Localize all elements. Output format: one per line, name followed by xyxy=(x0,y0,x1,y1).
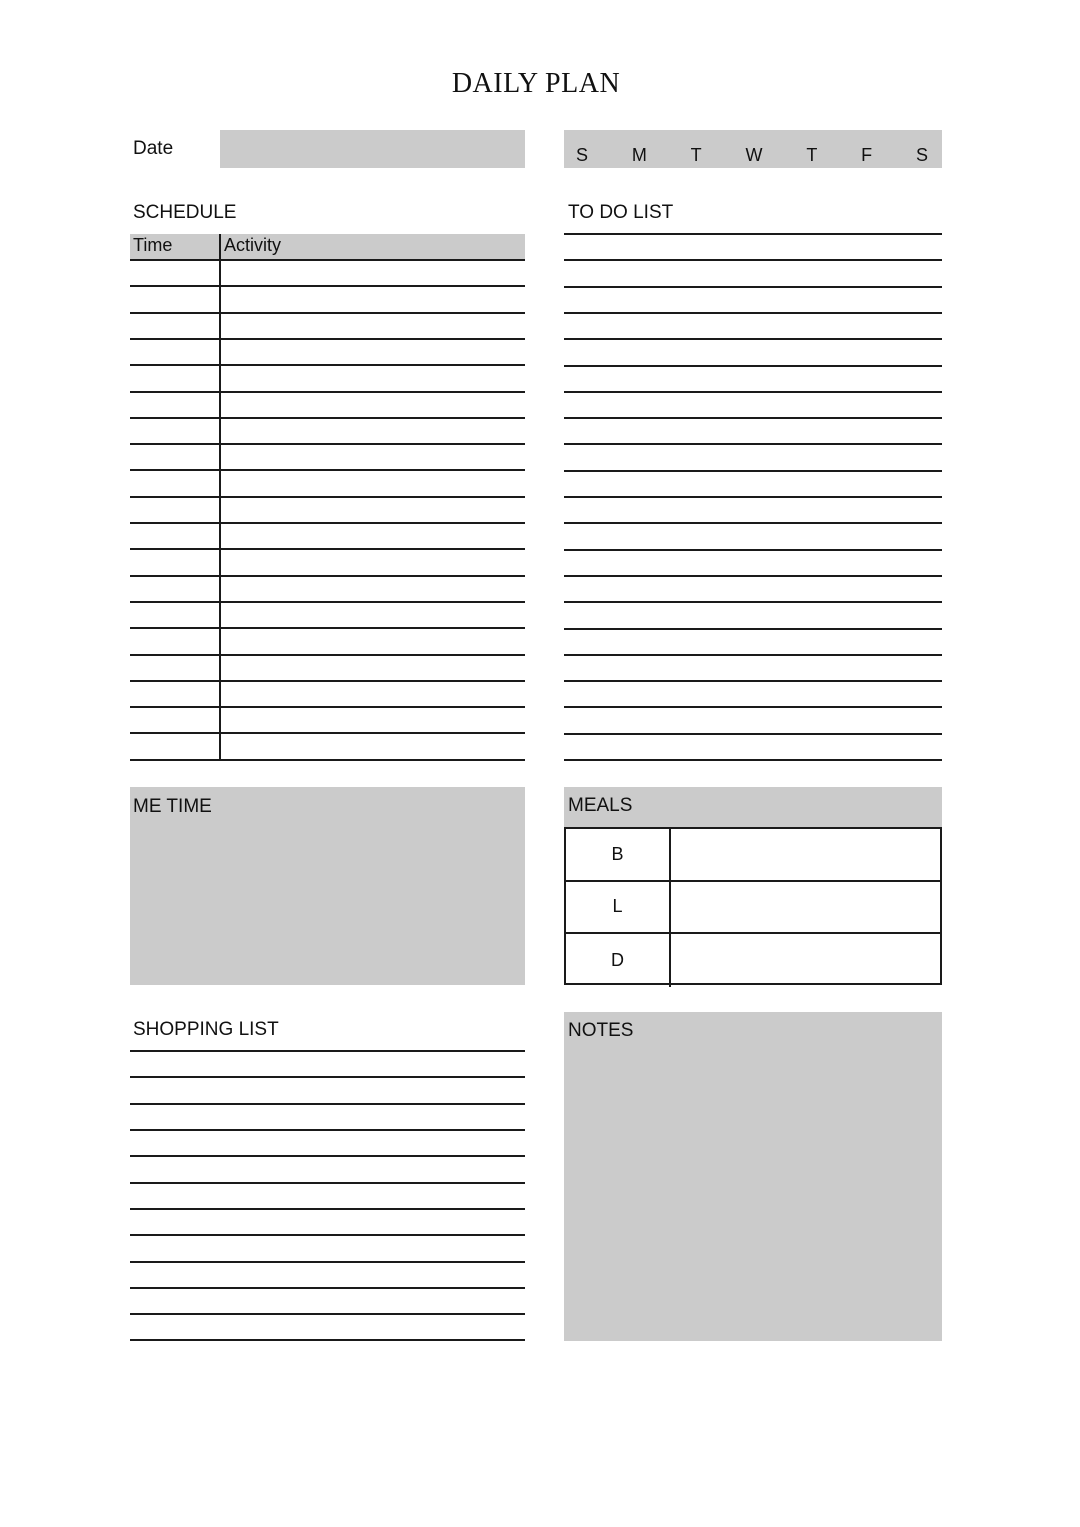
meal-input-breakfast[interactable] xyxy=(671,829,940,880)
schedule-row[interactable] xyxy=(222,708,522,732)
weekday-2[interactable]: T xyxy=(690,145,702,165)
schedule-row[interactable] xyxy=(222,393,522,417)
shopping-item[interactable] xyxy=(130,1131,525,1155)
todo-item[interactable] xyxy=(564,419,942,443)
schedule-row[interactable] xyxy=(222,471,522,495)
todo-item[interactable] xyxy=(564,340,942,364)
schedule-row[interactable] xyxy=(222,419,522,443)
meal-row-breakfast xyxy=(566,829,940,882)
weekday-selector xyxy=(564,130,942,168)
todo-item[interactable] xyxy=(564,367,942,391)
date-field[interactable] xyxy=(220,130,525,168)
todo-rule xyxy=(564,759,942,761)
todo-item[interactable] xyxy=(564,577,942,601)
schedule-row[interactable] xyxy=(222,498,522,522)
schedule-row[interactable] xyxy=(222,445,522,469)
schedule-row[interactable] xyxy=(222,734,522,758)
date-label: Date xyxy=(133,138,174,159)
meal-row-dinner xyxy=(566,934,940,987)
todo-item[interactable] xyxy=(564,630,942,654)
schedule-row[interactable] xyxy=(222,287,522,311)
schedule-row[interactable] xyxy=(222,366,522,390)
schedule-row[interactable] xyxy=(222,577,522,601)
weekday-3[interactable]: W xyxy=(745,145,763,165)
todo-item[interactable] xyxy=(564,235,942,259)
shopping-title: SHOPPING LIST xyxy=(133,1019,279,1040)
todo-item[interactable] xyxy=(564,551,942,575)
schedule-row[interactable] xyxy=(222,629,522,653)
meal-key-breakfast: B xyxy=(566,829,671,880)
todo-item[interactable] xyxy=(564,682,942,706)
schedule-row[interactable] xyxy=(222,682,522,706)
todo-title: TO DO LIST xyxy=(568,202,674,223)
shopping-item[interactable] xyxy=(130,1052,525,1076)
meal-input-lunch[interactable] xyxy=(671,882,940,933)
shopping-item[interactable] xyxy=(130,1184,525,1208)
shopping-item[interactable] xyxy=(130,1157,525,1181)
todo-item[interactable] xyxy=(564,261,942,285)
weekday-5[interactable]: F xyxy=(861,145,873,165)
meal-input-dinner[interactable] xyxy=(671,934,940,987)
notes-box[interactable] xyxy=(564,1012,942,1341)
schedule-row[interactable] xyxy=(222,550,522,574)
page-title: DAILY PLAN xyxy=(451,68,621,99)
schedule-bottom-rule xyxy=(130,759,525,761)
shopping-item[interactable] xyxy=(130,1236,525,1260)
todo-item[interactable] xyxy=(564,472,942,496)
schedule-time-header: Time xyxy=(133,235,173,255)
schedule-activity-header: Activity xyxy=(224,235,282,255)
meal-key-lunch: L xyxy=(566,882,671,933)
todo-item[interactable] xyxy=(564,708,942,732)
schedule-header xyxy=(130,234,525,260)
shopping-item[interactable] xyxy=(130,1210,525,1234)
todo-item[interactable] xyxy=(564,314,942,338)
schedule-row[interactable] xyxy=(222,603,522,627)
shopping-rule xyxy=(130,1339,525,1341)
meals-table xyxy=(564,827,942,985)
todo-item[interactable] xyxy=(564,735,942,759)
me-time-title: ME TIME xyxy=(133,796,212,817)
shopping-item[interactable] xyxy=(130,1289,525,1313)
weekday-6[interactable]: S xyxy=(915,145,928,165)
todo-item[interactable] xyxy=(564,603,942,627)
meal-key-dinner: D xyxy=(566,934,671,987)
weekday-1[interactable]: M xyxy=(631,145,647,165)
schedule-row[interactable] xyxy=(222,314,522,338)
todo-item[interactable] xyxy=(564,393,942,417)
weekday-0[interactable]: S xyxy=(576,145,589,165)
todo-item[interactable] xyxy=(564,288,942,312)
shopping-item[interactable] xyxy=(130,1105,525,1129)
shopping-item[interactable] xyxy=(130,1078,525,1102)
schedule-row[interactable] xyxy=(222,524,522,548)
notes-title: NOTES xyxy=(568,1020,634,1041)
schedule-title: SCHEDULE xyxy=(133,202,237,223)
shopping-item[interactable] xyxy=(130,1315,525,1339)
todo-item[interactable] xyxy=(564,656,942,680)
schedule-row[interactable] xyxy=(222,656,522,680)
schedule-row[interactable] xyxy=(222,340,522,364)
todo-item[interactable] xyxy=(564,524,942,548)
shopping-item[interactable] xyxy=(130,1263,525,1287)
schedule-row[interactable] xyxy=(222,261,522,285)
todo-item[interactable] xyxy=(564,445,942,469)
meals-title: MEALS xyxy=(568,795,633,816)
todo-item[interactable] xyxy=(564,498,942,522)
weekday-4[interactable]: T xyxy=(806,145,818,165)
meal-row-lunch xyxy=(566,882,940,935)
